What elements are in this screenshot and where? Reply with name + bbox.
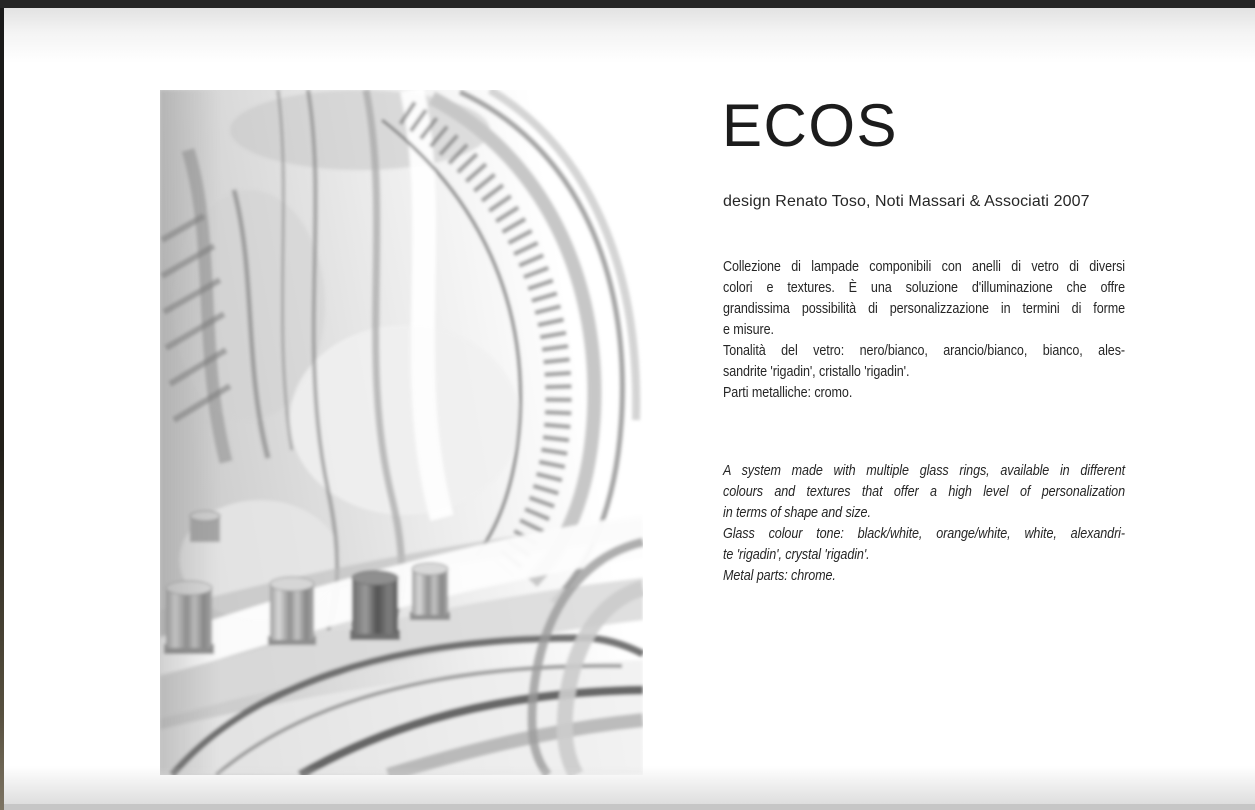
text-line: Tonalità del vetro: nero/bianco, arancio/bianco, bianco, ales- xyxy=(723,342,1125,359)
text-line: te 'rigadin', crystal 'rigadin'. xyxy=(723,546,870,563)
description-english xyxy=(723,460,1125,586)
text-line: Parti metalliche: cromo. xyxy=(723,384,853,401)
text-line: grandissima possibilità di personalizzazione in termini di forme xyxy=(723,300,1125,317)
text-line: colours and textures that offer a high level of personalization xyxy=(723,483,1125,500)
text-line: A system made with multiple glass rings, available in different xyxy=(723,462,1125,479)
text-line: Metal parts: chrome. xyxy=(723,567,836,584)
page-bottom-shading xyxy=(0,766,1255,804)
text-line: Glass colour tone: black/white, orange/white, white, alexandri- xyxy=(723,525,1125,542)
description-italian xyxy=(723,256,1125,403)
product-photo xyxy=(160,90,643,775)
text-line: e misure. xyxy=(723,321,774,338)
text-line: Collezione di lampade componibili con anelli di vetro di diversi xyxy=(723,258,1125,275)
top-dark-bar xyxy=(0,0,1255,8)
text-line: sandrite 'rigadin', cristallo 'rigadin'. xyxy=(723,363,910,380)
text-line: colori e textures. È una soluzione d'illuminazione che offre xyxy=(723,279,1125,296)
bottom-gray-strip xyxy=(0,804,1255,810)
page-title: ECOS xyxy=(722,92,899,159)
page-top-shading xyxy=(0,8,1255,63)
text-line: in terms of shape and size. xyxy=(723,504,871,521)
page-left-edge-shadow xyxy=(0,8,4,810)
designer-credit: design Renato Toso, Noti Massari & Associati 2007 xyxy=(723,193,1090,210)
